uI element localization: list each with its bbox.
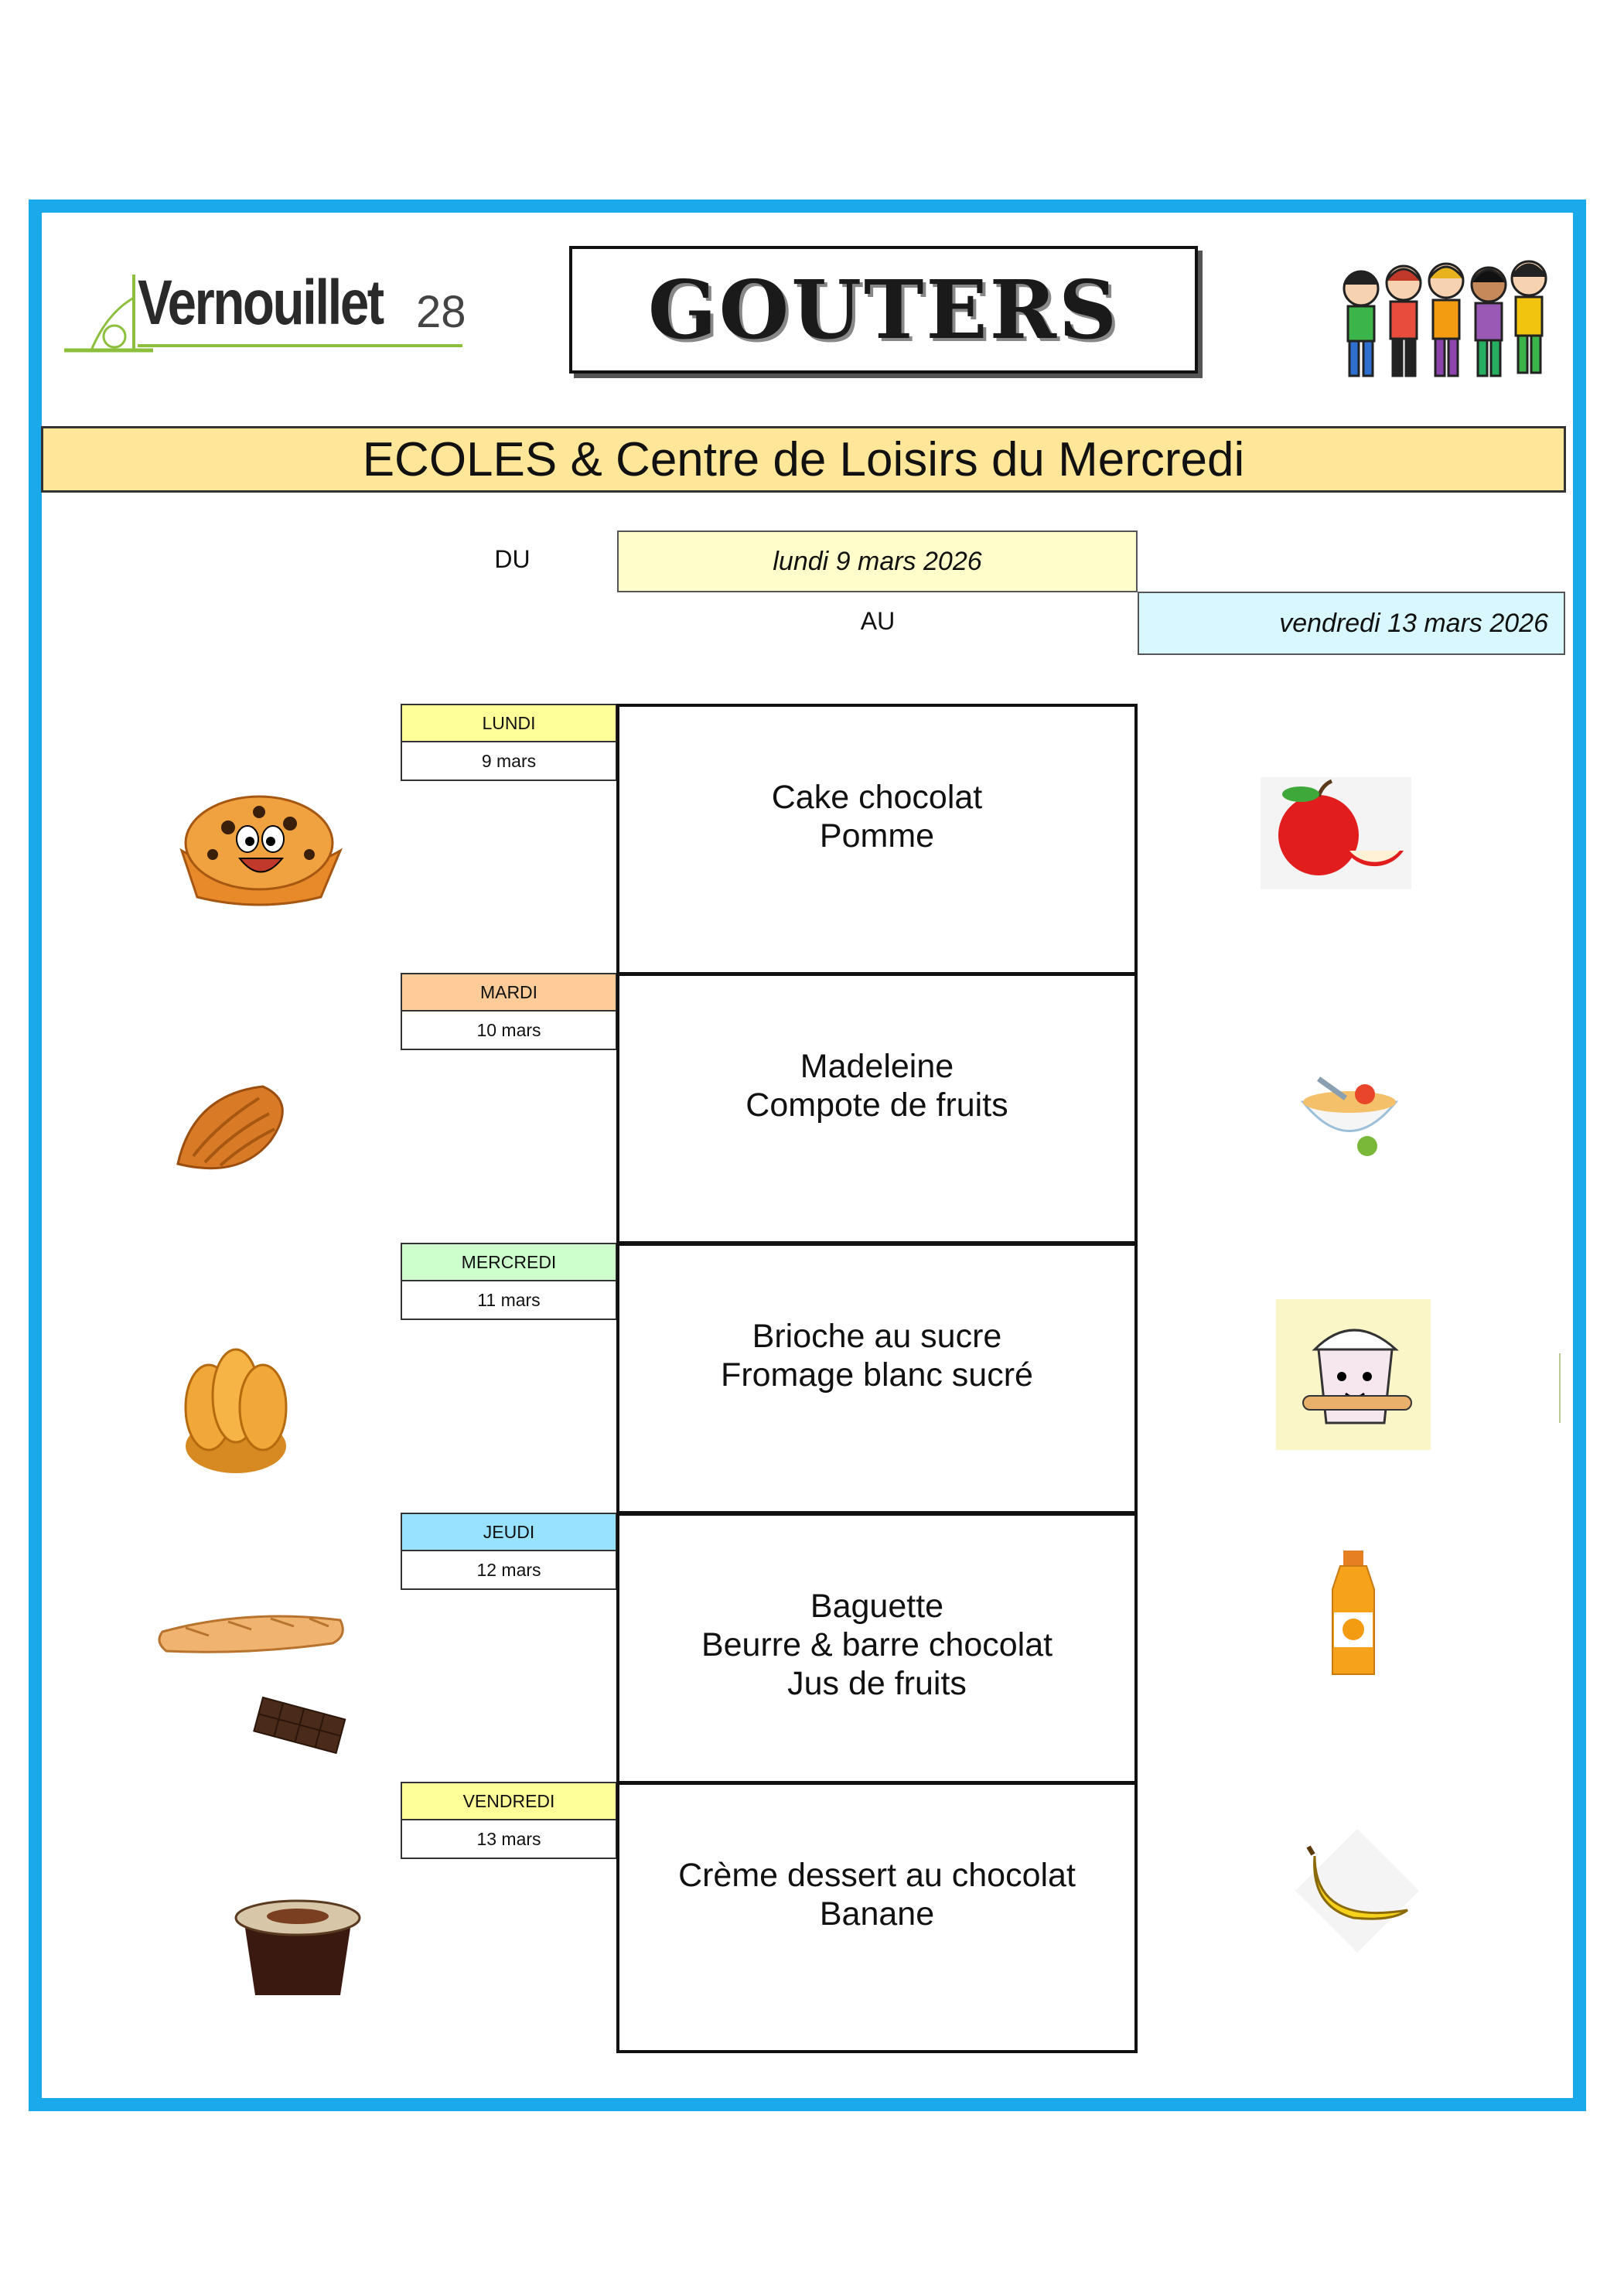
menu-item: Beurre & barre chocolat (701, 1626, 1053, 1663)
brioche-icon (178, 1338, 294, 1477)
muffin-icon (166, 781, 352, 913)
schools-banner: ECOLES & Centre de Loisirs du Mercredi (41, 426, 1566, 493)
day-name-1: MARDI (401, 973, 617, 1012)
day-date-3: 12 mars (401, 1551, 617, 1590)
du-label: DU (494, 545, 531, 573)
menu-cell-1 (616, 973, 1138, 1244)
menu-item: Banane (819, 1895, 935, 1933)
day-date-2: 11 mars (401, 1281, 617, 1320)
day-date-0: 9 mars (401, 742, 617, 781)
apple-icon (1261, 777, 1411, 889)
children-group-icon (1326, 254, 1558, 389)
compote-icon (1299, 1059, 1400, 1164)
day-date-1: 10 mars (401, 1012, 617, 1050)
menu-cell-0 (616, 704, 1138, 975)
menu-item: Cake chocolat (771, 779, 983, 816)
day-name-0: LUNDI (401, 704, 617, 742)
juice-bottle-icon (1326, 1551, 1380, 1678)
madeleine-icon (170, 1079, 294, 1187)
banana-icon (1291, 1825, 1423, 1957)
chocolate-cream-icon (232, 1887, 363, 2003)
au-label: AU (860, 607, 896, 635)
end-date: vendredi 13 mars 2026 (1138, 592, 1565, 655)
menu-item: Madeleine (800, 1048, 954, 1085)
menu-cell-2 (616, 1243, 1138, 1514)
vernouillet-logo (60, 267, 470, 363)
menu-item: Pomme (819, 817, 935, 855)
menu-item: Compote de fruits (745, 1087, 1008, 1124)
fromage-blanc-icon (1276, 1299, 1431, 1450)
baguette-chocolate-icon (155, 1605, 363, 1759)
menu-cell-3 (616, 1513, 1138, 1784)
day-date-4: 13 mars (401, 1820, 617, 1859)
menu-item: Fromage blanc sucré (721, 1356, 1033, 1394)
menu-item: Crème dessert au chocolat (678, 1857, 1076, 1894)
menu-item: Baguette (810, 1588, 944, 1625)
page-title: GOUTERS (647, 262, 1120, 357)
menu-cell-4 (616, 1782, 1138, 2053)
menu-item: Jus de fruits (787, 1665, 967, 1702)
start-date: lundi 9 mars 2026 (617, 531, 1138, 592)
logo-text: Vernouillet (138, 268, 383, 338)
logo-number: 28 (416, 287, 466, 337)
title-box (569, 246, 1198, 374)
day-name-4: VENDREDI (401, 1782, 617, 1820)
day-name-3: JEUDI (401, 1513, 617, 1551)
menu-item: Brioche au sucre (752, 1318, 1002, 1355)
day-name-2: MERCREDI (401, 1243, 617, 1281)
edge-mark (1559, 1353, 1561, 1423)
